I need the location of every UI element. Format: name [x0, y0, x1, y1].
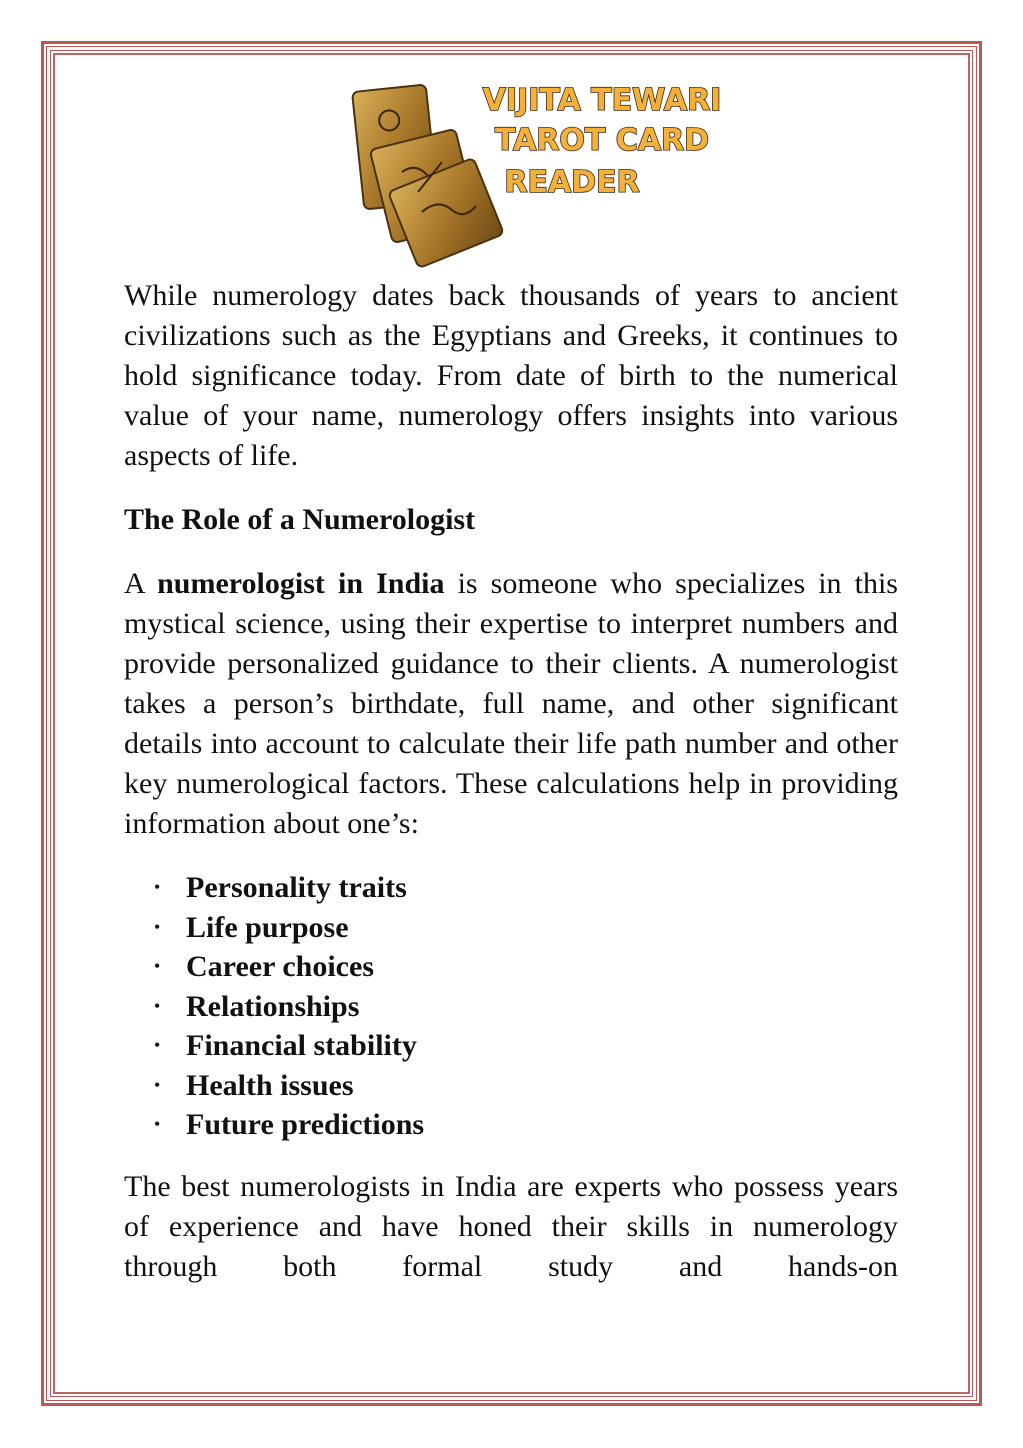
role-prefix: A [124, 567, 158, 600]
bullet-icon: • [154, 956, 161, 976]
list-item: • Financial stability [124, 1026, 898, 1066]
logo-line-1: VIJITA TEWARI [482, 83, 722, 118]
role-paragraph [124, 564, 898, 844]
bullet-icon: • [154, 916, 161, 937]
bullet-icon: • [154, 877, 161, 897]
closing-paragraph: The best numerologists in India are experts who possess years of experience and have honed their skills in numerology through both formal study and hands-on [124, 1169, 898, 1283]
list-item: • Relationships [124, 987, 898, 1027]
intro-paragraph: While numerology dates back thousands of years to ancient civilizations such as the Egyptians and Greeks, it continues to hold significance today. From date of birth to the numerical value of your name, numerology offers insights into various aspects of life. [124, 279, 898, 472]
logo-line-2: TAROT CARD [494, 123, 710, 158]
article-body [124, 276, 898, 1311]
numerologist-term: numerologist in India [157, 567, 445, 600]
list-item: • Health issues [124, 1066, 898, 1106]
vijita-tewari-logo [340, 80, 722, 260]
traits-list [124, 868, 898, 1145]
bullet-icon: • [154, 1035, 161, 1055]
bullet-icon: • [154, 1114, 161, 1134]
section-heading: The Role of a Numerologist [124, 503, 476, 536]
bullet-icon: • [154, 1074, 161, 1095]
logo-line-3: READER [504, 165, 640, 200]
list-item: • Career choices [124, 947, 898, 987]
bullet-icon: • [154, 995, 161, 1016]
list-item: • Personality traits [124, 868, 898, 908]
role-rest: is someone who specializes in this mystical science, using their expertise to interpret numbers and provide personalized guidance to their clients. A numerologist takes a person’s birthdate, full name, and other significant details into account to calculate their life path number and other key numerological factors. These calculations help in providing information about one’s: [124, 567, 898, 840]
list-item: • Life purpose [124, 908, 898, 948]
list-item: • Future predictions [124, 1105, 898, 1145]
tarot-cards-icon [352, 84, 504, 268]
